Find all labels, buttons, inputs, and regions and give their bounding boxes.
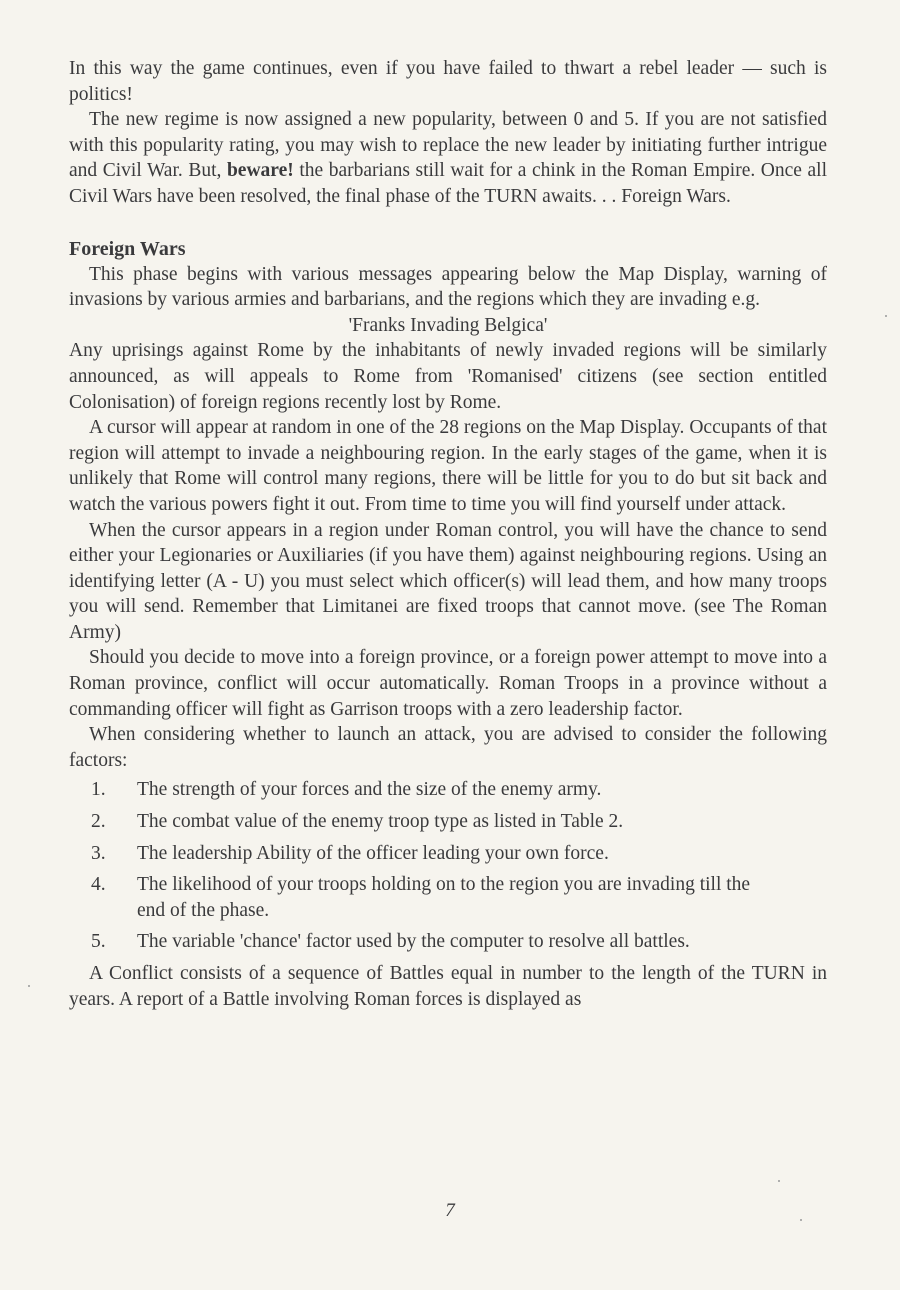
page-number: 7 xyxy=(445,1200,455,1221)
paper-speck xyxy=(885,315,887,317)
intro-paragraph-2 xyxy=(69,107,827,209)
section-paragraph-2: Any uprisings against Rome by the inhabitants of newly invaded regions will be similarly announced, as will appeals to Rome from 'Romanised' citizens (see section entitled Colonisation) of foreign regions recently lost by Rome. xyxy=(69,340,827,413)
list-item xyxy=(69,841,827,867)
list-item-text: The leadership Ability of the officer leading your own force. xyxy=(137,842,609,864)
list-item xyxy=(69,872,827,923)
paper-speck xyxy=(800,1219,802,1221)
list-item-text: The likelihood of your troops holding on to the region you are invading till the end of the phase. xyxy=(137,874,751,921)
section-paragraph-3: A cursor will appear at random in one of the 28 regions on the Map Display. Occupants of that region will attempt to invade a neighbouring region. In the early stages of the game, when it is unlikely that Rome will control many regions, there will be little for you to do but sit back and watch the various powers fight it out. From time to time you will find yourself under attack. xyxy=(69,417,827,515)
list-item-text: The combat value of the enemy troop type as listed in Table 2. xyxy=(137,811,624,833)
list-item xyxy=(69,777,827,803)
list-item-number: 5. xyxy=(91,931,106,953)
list-item-number: 2. xyxy=(91,811,106,833)
intro-paragraph-2-end: the barbarians still wait for a chink in the Roman Empire. Once all Civil Wars have been resolved, the final phase of the TURN awaits. . . Foreign Wars. xyxy=(69,160,827,207)
list-item-number: 4. xyxy=(91,874,106,896)
intro-paragraph-1: In this way the game continues, even if you have failed to thwart a rebel leader — such is politics! xyxy=(69,58,827,105)
section-paragraph-6: When considering whether to launch an attack, you are advised to consider the following factors: xyxy=(69,724,827,771)
beware-emphasis: beware! xyxy=(226,160,294,182)
section-paragraph-4: When the cursor appears in a region under Roman control, you will have the chance to send either your Legionaries or Auxiliaries (if you have them) against neighbouring regions. Using an identifying letter (A - U) you must select which officer(s) will lead them, and how many troops you will send. Remember that Limitanei are fixed troops that cannot move. (see The Roman Army) xyxy=(69,519,827,643)
paper-speck xyxy=(778,1180,780,1182)
list-item xyxy=(69,929,827,955)
section-paragraph-5: Should you decide to move into a foreign province, or a foreign power attempt to move into a Roman province, conflict will occur automatically. Roman Troops in a province without a commanding officer will fight as Garrison troops with a zero leadership factor. xyxy=(69,647,827,720)
manual-page-body xyxy=(69,56,827,1012)
list-item-text: The strength of your forces and the size of the enemy army. xyxy=(137,779,602,801)
list-item xyxy=(69,809,827,835)
section-paragraph-7: A Conflict consists of a sequence of Battles equal in number to the length of the TURN in years. A report of a Battle involving Roman forces is displayed as xyxy=(69,963,827,1010)
list-item-number: 3. xyxy=(91,842,106,864)
list-item-number: 1. xyxy=(91,779,106,801)
example-message: 'Franks Invading Belgica' xyxy=(348,314,548,336)
factors-list xyxy=(69,777,827,955)
intro-paragraph-2-start: The new regime is now assigned a new popularity, between 0 and 5. If you are not satisfied with this popularity rating, you may wish to replace the new leader by initiating further intrigue and Civil War. But, xyxy=(69,109,827,182)
section-heading: Foreign Wars xyxy=(69,237,186,260)
section-paragraph-1: This phase begins with various messages appearing below the Map Display, warning of invasions by various armies and barbarians, and the regions which they are invading e.g. xyxy=(69,263,827,311)
paper-speck xyxy=(28,985,30,987)
list-item-text: The variable 'chance' factor used by the computer to resolve all battles. xyxy=(137,931,690,953)
